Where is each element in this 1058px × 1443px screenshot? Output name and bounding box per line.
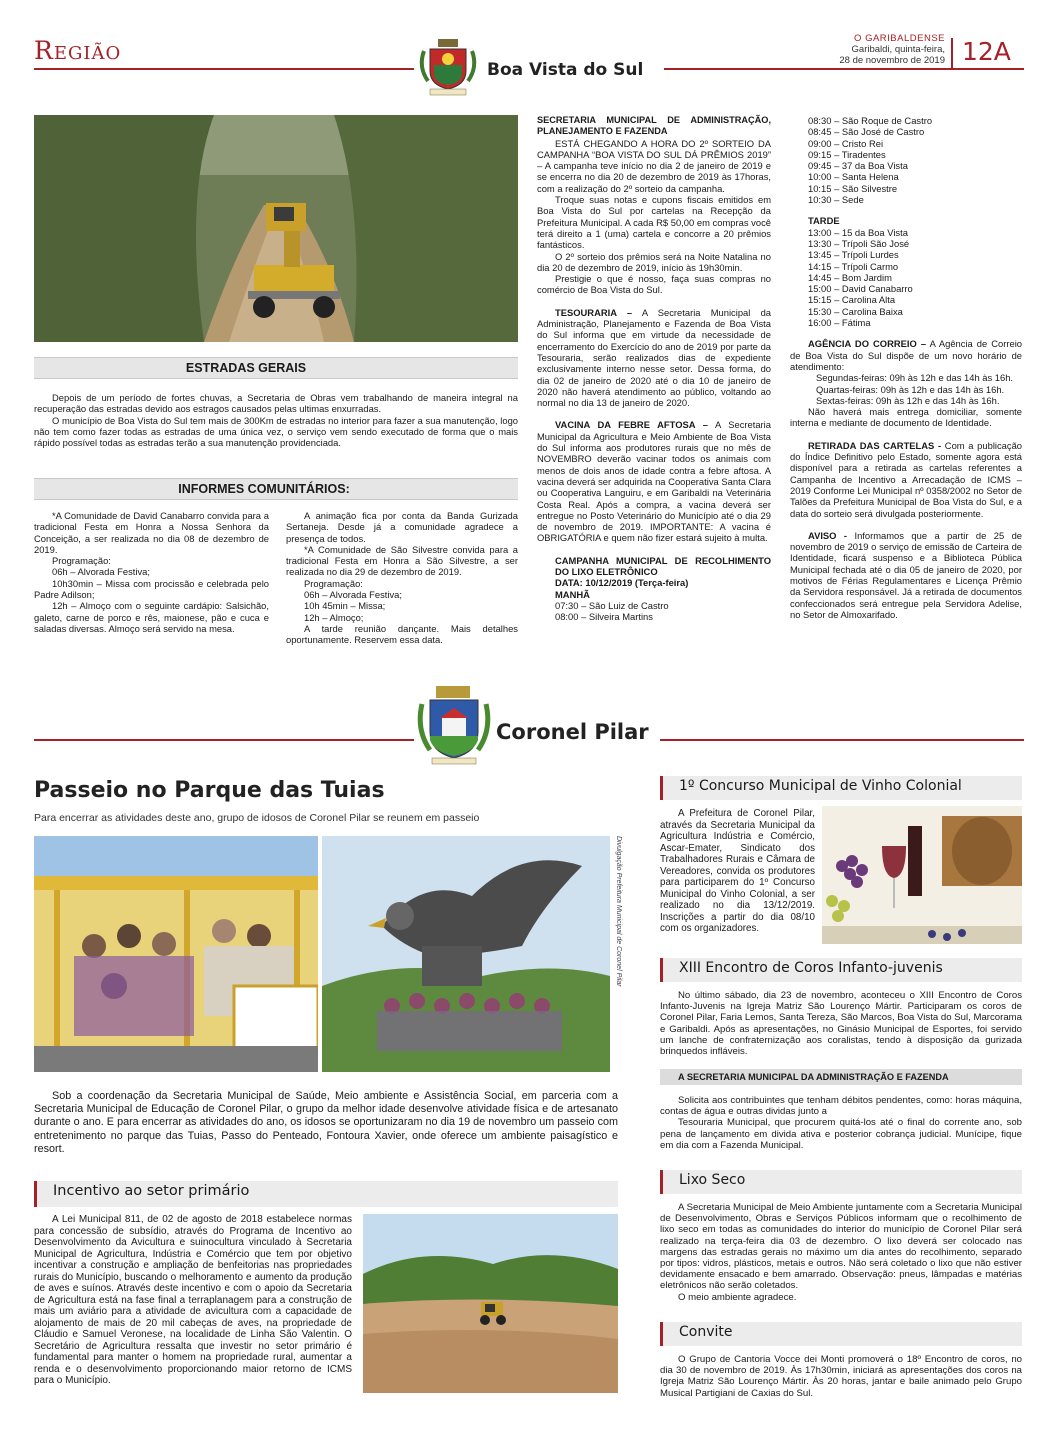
adm-text: Solicita aos contribuintes que tenham débitos pendentes, como: horas máquina, contas de água e outras dividas junto a [660,1095,1022,1118]
schedule-item: 10:30 – Sede [808,194,864,206]
manha-label: MANHÃ [555,588,590,600]
vinho-title: 1º Concurso Municipal de Vinho Colonial [660,776,1022,800]
schedule-item: 08:00 – Silveira Martins [555,611,653,623]
municipality-title: Boa Vista do Sul [487,60,644,80]
informes-text: *A Comunidade de São Silvestre convida para a tradicional Festa em Honra a São Silvestre, a ser realizada no dia 29 de dezembro de 2019. [286,543,518,578]
coros-text: No último sábado, dia 23 de novembro, aconteceu o XIII Encontro de Coros Infanto-Juvenis na Igreja Matriz São Lourenço Mártir. Participaram os coros de Coronel Pilar, Faria Lemos, Santa Tereza, São Marcos, Boa Vista do Sul, Marcorama e Garibaldi. Após as apresentações, no Ginásio Municipal de Esportes, foi servido um lanche de confraternização aos coralistas, tendo à disposição da gurizada brinquedos infláveis. [660,990,1022,1058]
coros-title: XIII Encontro de Coros Infanto-juvenis [660,958,1022,982]
date-line-1: Garibaldi, quinta-feira, [851,44,945,55]
informes-title: INFORMES COMUNITÁRIOS: [178,482,350,496]
incentivo-title: Incentivo ao setor primário [34,1181,618,1207]
correio-hours: Sextas-feiras: 09h às 12h e das 14h às 16h. [816,394,1000,406]
secretaria-title: SECRETARIA MUNICIPAL DE ADMINISTRAÇÃO, PLANEJAMENTO E FAZENDA [537,115,771,137]
section-title: Região [34,36,122,65]
vacina-label: VACINA DA FEBRE AFTOSA – [555,419,708,431]
schedule-item: 14:45 – Bom Jardim [808,271,892,283]
road-grader-photo [34,115,518,342]
coronel-pilar-title: Coronel Pilar [496,720,649,744]
schedule-item: 09:00 – Cristo Rei [808,137,884,149]
vacina-text: A Secretaria Municipal da Agricultura e Meio Ambiente de Boa Vista do Sul informa aos produtores rurais que no mês de NOVEMBRO deverão vacinar todos os animais com menos de dois anos de idade contra a febre aftosa. A vacina deverá ser adquirida na Cooperativa Santa Clara ou Cooperativa Languiru, e em Garibaldi na Veterinária Costa Real. Após a compra, a vacina deverá ser entregue no Posto Veterinário do Município até o dia 29 de novembro de 2019. IMPORTANTE: A vacina é OBRIGATÓRIA e quem não fizer estará sujeito à multa. [537,419,771,544]
informes-text: A tarde reunião dançante. Mais detalhes oportunamente. Reservem essa data. [286,622,518,646]
schedule-item: 14:15 – Trípoli Carmo [808,260,899,272]
page-number: 12A [962,37,1011,66]
informes-text: 12h – Almoço com o seguinte cardápio: Salsichão, galeto, carne de porco e rês, maionese, pão e cuca e saladas diversas. Almoço será servido na mesa. [34,600,269,634]
lixo-seco-text: A Secretaria Municipal de Meio Ambiente juntamente com a Secretaria Municipal de Desenvolvimento, Obras e Serviços Públicos informam que o recolhimento de lixo seco em todas as comunidades do interior do município de Coronel Pilar será realizado na terça-feira dia 03 de dezembro. O lixo deverá ser colocado nas margens das estradas gerais no máximo um dia antes do recolhimento, separado por tipos: vidros, plásticos, metais e outros. Não será coletado o lixo que não estiver devidamente ensacado e bem amarrado. Observação: pneus, lâmpadas e matérias eletrônicos não serão coletados. [660,1202,1022,1292]
adm-text: Tesouraria Municipal, que procurem quitá-los até o final do corrente ano, sob pena de lançamento em divida ativa e posterior cobrança judicial. Munícipe, fique em dia com a Fazenda Municipal. [660,1117,1022,1151]
boa-vista-col4 [790,115,1022,620]
schedule-item: 09:45 – 37 da Boa Vista [808,160,908,172]
passeio-title: Passeio no Parque das Tuias [34,778,385,803]
sorteio-text: Prestigie o que é nosso, faça suas compras no comércio de Boa Vista do Sul. [537,273,771,296]
schedule-item: 15:15 – Carolina Alta [808,294,896,306]
informes-col1 [34,510,269,634]
date-line-2: 28 de novembro de 2019 [839,55,945,66]
retirada-text: Com a publicação do Índice Definitivo pelo Estado, somente agora está disponível para a retirada as cartelas referentes a Campanha de Incentivo a Arrecadação de ICMS – 2019 Conforme Lei Municipal nº 0358/2002 no Setor de Talões da Prefeitura Municipal de Boa Vista do Sul, e a data do sorteio será divulgada posteriormente. [790,439,1022,519]
informes-text: 12h – Almoço; [304,611,364,623]
lixo-eletronico-title: CAMPANHA MUNICIPAL DE RECOLHIMENTO DO LIXO ELETRÔNICO [555,554,771,577]
newspaper-name: O GARIBALDENSE [854,33,945,44]
informes-text: 06h – Alvorada Festiva; [304,589,402,601]
informes-text: *A Comunidade de David Canabarro convida para a tradicional Festa em Honra a Nossa Senhora da Conceição, a ser realizada no dia 08 de dezembro de 2019. [34,510,269,555]
schedule-item: 15:00 – David Canabarro [808,283,913,295]
retirada-label: RETIRADA DAS CARTELAS - [808,439,942,451]
informes-col2 [286,510,518,646]
estradas-title: ESTRADAS GERAIS [185,361,307,375]
correio-hours: Segundas-feiras: 09h às 12h e das 14h às 16h. [816,372,1014,384]
boa-vista-col3 [537,115,771,622]
estradas-p2: O município de Boa Vista do Sul tem mais de 300Km de estradas no interior para fazer a sua manutenção, logo não tem como fazer todas as estradas de uma única vez, o serviço vem sendo executado de forma que o mais rápido possível todas as estradas terão a sua manutenção providenciada. [34,414,518,449]
tesouraria-label: TESOURARIA – [555,306,633,318]
correio-label: AGÊNCIA DO CORREIO – [808,338,927,350]
informes-text: 10h 45min – Missa; [304,600,386,612]
photo-credit: Divulgação Prefeitura Municipal de Coronel Pilar [615,836,622,987]
incentivo-text: A Lei Municipal 811, de 02 de agosto de 2018 estabelece normas para concessão de subsídio, através do Programa de Incentivo ao Desenvolvimento da Avicultura e suinocultura vinculado à Secretaria Municipal de Agricultura, Indústria e Comércio que tem por objetivo incentivar a construção e ampliação de benfeitorias nas propriedades rurais do Município, buscando o melhoramento e aumento da produção de aves e suínos. Através deste incentivo e com o apoio da Secretaria de Agricultura está na fase final a terraplanagem para a construção de mais um aviário para a atividade de avicultura com a capacidade de alojamento de mais de 20 mil cabeças de aves, na propriedade de Cláudio e Samuel Veronese, na localidade de Linha São Valentin. O Secretário de Agricultura ressalta que investir no setor primário é fundamental para manter o homem na propriedade rural, aumentar a renda e o desenvolvimento proporcionando maior retorno de ICMS para o Município. [34,1214,352,1386]
informes-text: A animação fica por conta da Banda Gurizada Sertaneja. Desde já a comunidade agradece a presença de todos. [286,510,518,544]
lixo-seco-title: Lixo Seco [660,1170,1022,1194]
schedule-item: 16:00 – Fátima [808,317,871,329]
lixo-date: DATA: 10/12/2019 (Terça-feira) [555,577,689,589]
sorteio-text: ESTÁ CHEGANDO A HORA DO 2º SORTEIO DA CAMPANHA “BOA VISTA DO SUL DÁ PRÊMIOS 2019” – A campanha teve início no dia 2 de janeiro de 2019 e se encerra no dia 20 de dezembro de 2019 às 17horas, com a realização do 2º sorteio da campanha. [537,137,771,194]
aviso-text: Informamos que a partir de 25 de novembro de 2019 o serviço de emissão de Carteira de Identidade, ficará suspenso e a Biblioteca Pública Municipal fechada até o dia 05 de janeiro de 2020, por motivos de Férias Regulamentares e Licença Prêmio da Servidora responsável. Já a retirada de documentos confeccionados será entregue pela Servidora Adelise, no Setor de Almoxarifado. [790,529,1023,620]
tesouraria-text: A Secretaria Municipal da Administração, Planejamento e Fazenda de Boa Vista do Sul informa que em virtude da necessidade de encerramento do Exercício do ano de 2019 por parte da Tesouraria, serão realizados dias de expediente exclusivamente interno nesse setor. Dessa forma, do dia 02 de janeiro de 2020 até o dia 10 de janeiro de 2020 não haverá atendimento ao público, voltando ao normal no dia 13 de janeiro de 2020. [537,306,772,409]
passeio-text: Sob a coordenação da Secretaria Municipal de Saúde, Meio ambiente e Assistência Social, em parceria com a Secretaria Municipal de Educação de Coronel Pilar, o grupo da melhor idade desenvolve atividade física e de artesanato durante o ano. E para encerrar as atividades do ano, os idosos se oportunizaram no dia 19 de novembro um passeio com entretenimento no parque das Tuias, Passo do Penteado, Fontoura Xavier, onde oferece um ambiente paisagístico e resort. [34,1090,618,1155]
train-group-photo [34,836,318,1072]
tarde-label: TARDE [808,215,840,227]
schedule-item: 10:15 – São Silvestre [808,182,898,194]
convite-text: O Grupo de Cantoria Vocce dei Monti promoverá o 18º Encontro de coros, no dia 30 de novembro de 2019. Às 17h30min, iniciará as apresentações dos coros na Igreja Matriz São Lourenço Mártir. Às 20 horas, jantar e baile animado pelo Grupo Musical Partigiani de Caxias do Sul. [660,1354,1022,1399]
schedule-item: 08:45 – São José de Castro [808,126,925,138]
schedule-item: 10:00 – Santa Helena [808,171,899,183]
schedule-item: 09:15 – Tiradentes [808,148,886,160]
correio-note: Não haverá mais entrega domiciliar, somente interna e mediante de documento de Identidade. [790,406,1022,429]
eagle-sculpture-photo [322,836,610,1072]
coronel-pilar-crest [414,684,494,766]
informes-text: 06h – Alvorada Festiva; [52,566,150,578]
schedule-item: 15:30 – Carolina Baixa [808,305,903,317]
convite-title: Convite [660,1322,1022,1346]
sorteio-text: Troque suas notas e cupons fiscais emitidos em Boa Vista do Sul por cartelas na Recepção da Prefeitura Municipal. A cada R$ 50,00 em compras você terá direito a 1 (uma) cartela e concorre a 20 prêmios fantásticos. [537,194,771,251]
informes-text: 10h30min – Missa com procissão e celebrada pelo Padre Adilson; [34,577,269,601]
boa-vista-crest [414,37,482,97]
schedule-item: 13:45 – Trípoli Lurdes [808,249,899,261]
sorteio-text: O 2º sorteio dos prêmios será na Noite Natalina no dia 20 de dezembro de 2019, início às 19h30min. [537,250,771,273]
terraplanagem-photo [363,1214,618,1393]
adm-title: A SECRETARIA MUNICIPAL DA ADMINISTRAÇÃO E FAZENDA [660,1069,1022,1085]
lixo-seco-text: O meio ambiente agradece. [678,1291,797,1303]
correio-text: A Agência de Correio de Boa Vista do Sul dispõe de um novo horário de atendimento: [790,338,1022,372]
passeio-subtitle: Para encerrar as atividades deste ano, grupo de idosos de Coronel Pilar se reunem em passeio [34,812,480,824]
aviso-label: AVISO - [808,529,848,541]
schedule-item: 13:30 – Trípoli São José [808,237,910,249]
schedule-item: 08:30 – São Roque de Castro [808,115,933,126]
wine-photo [822,806,1022,944]
informes-text: Programação: [52,555,111,567]
estradas-p1: Depois de um período de fortes chuvas, a Secretaria de Obras vem trabalhando de maneira integral na recuperação das estradas devido aos estragos causados pelas ultimas enxurradas. [34,392,518,415]
vinho-text: A Prefeitura de Coronel Pilar, através da Secretaria Municipal da Agricultura Indústria e Comércio, Ascar-Emater, Sindicato dos Trabalhadores Rurais e Câmara de Vereadores, convida os produtores para participarem do 1º Concurso Municipal do Vinho Colonial, a ser realizado no dia 13/12/2019. Inscrições a partir do dia 08/10 com os organizadores. [660,808,815,934]
schedule-item: 13:00 – 15 da Boa Vista [808,226,908,238]
correio-hours: Quartas-feiras: 09h às 12h e das 14h às 16h. [816,383,1005,395]
informes-text: Programação: [304,577,363,589]
schedule-item: 07:30 – São Luiz de Castro [555,599,669,611]
